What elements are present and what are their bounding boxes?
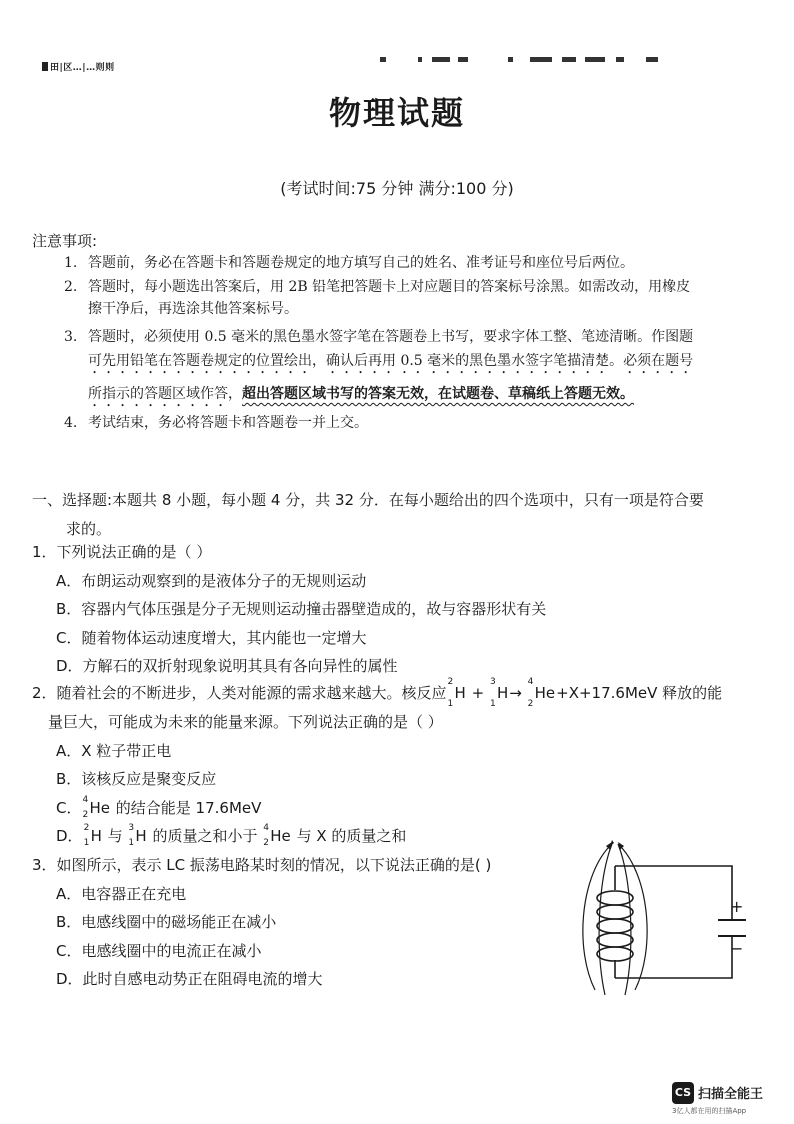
question-2-option-b: B．该核反应是聚变反应 <box>56 770 217 788</box>
watermark-tagline: 3亿人都在用的扫描App <box>672 1107 747 1115</box>
nuclide-he4: 4 2 He <box>263 823 291 848</box>
question-2-option-a: A．X 粒子带正电 <box>56 742 172 760</box>
nuclide-h3: 3 1 H <box>128 823 147 848</box>
note-item-3 <box>64 326 764 410</box>
scan-artifact-strip <box>380 57 660 63</box>
arrow-icon: → <box>509 684 522 702</box>
question-3-option-c: C．电感线圈中的电流正在减小 <box>56 942 262 960</box>
nuclide-h3: 3 1 H <box>489 677 509 709</box>
scanner-watermark <box>672 1080 782 1116</box>
field-arrows-icon <box>606 840 624 850</box>
nuclide-he4: 4 2 He <box>527 677 556 709</box>
question-3-option-d: D．此时自感电动势正在阻碍电流的增大 <box>56 970 323 988</box>
nuclide-h2: 2 1 H <box>447 677 466 709</box>
note-text-emphasis: 所指示的答题区域作答， <box>88 386 242 402</box>
note-text: 擦干净后，再选涂其他答案标号。 <box>88 301 298 317</box>
notes-title: 注意事项: <box>32 232 98 250</box>
nuclide-he4: 4 2 He <box>82 795 110 820</box>
question-1-option-c: C．随着物体运动速度增大，其内能也一定增大 <box>56 629 367 647</box>
note-number: 2. <box>64 279 78 295</box>
header-mark: 田|区…|…则则 <box>42 60 115 73</box>
question-3-option-a: A．电容器正在充电 <box>56 885 187 903</box>
note-item-1 <box>64 252 764 274</box>
question-1-option-d: D．方解石的双折射现象说明其具有各向异性的属性 <box>56 657 398 675</box>
question-3-stem: 3．如图所示，表示 LC 振荡电路某时刻的情况，以下说法正确的是( ) <box>32 856 492 874</box>
note-text: 答题时，必须使用 0.5 毫米的黑色墨水签字笔在答题卷上书写，要求字体工整、笔迹清晰。作图题 <box>88 329 694 345</box>
watermark-brand: 扫描全能王 <box>698 1087 764 1102</box>
exam-info: (考试时间:75 分钟 满分:100 分) <box>280 179 514 198</box>
question-2-option-d: D． 2 1 H 与 3 1 H 的质量之和小于 4 2 He 与 X 的质量之和 <box>56 823 407 848</box>
note-number: 1. <box>64 255 78 271</box>
question-1-option-a: A．布朗运动观察到的是液体分子的无规则运动 <box>56 572 367 590</box>
question-2-option-c: C． 4 2 He 的结合能是 17.6MeV <box>56 795 262 820</box>
inductor-coil <box>597 891 633 961</box>
question-3-option-b: B．电感线圈中的磁场能正在减小 <box>56 913 277 931</box>
capacitor-minus-label: − <box>730 939 744 958</box>
camscanner-logo-icon: CS <box>672 1082 694 1104</box>
note-text-emphasis: 可先用铅笔在答题卷规定的位置绘出，确认后再用 0.5 毫米的黑色墨水签字笔描清楚。必须在题号 <box>88 353 694 369</box>
nuclide-h2: 2 1 H <box>83 823 102 848</box>
note-number: 3. <box>64 329 78 345</box>
barcode-icon <box>42 62 48 71</box>
note-item-2 <box>64 276 764 320</box>
question-1-stem: 1．下列说法正确的是（ ） <box>32 543 212 561</box>
note-text: 考试结束，务必将答题卡和答题卷一并上交。 <box>88 415 368 431</box>
note-text: 答题前，务必在答题卡和答题卷规定的地方填写自己的姓名、准考证号和座位号后两位。 <box>88 255 634 271</box>
note-item-4 <box>64 412 764 434</box>
question-1-option-b: B．容器内气体压强是分子无规则运动撞击器壁造成的，故与容器形状有关 <box>56 600 547 618</box>
note-text-warning: 超出答题区域书写的答案无效，在试题卷、草稿纸上答题无效。 <box>242 386 634 402</box>
note-number: 4. <box>64 415 78 431</box>
capacitor-plus-label: + <box>730 897 744 916</box>
lc-circuit-diagram <box>570 840 750 1000</box>
page-title: 物理试题 <box>328 94 465 132</box>
question-2-stem: 2．随着社会的不断进步，人类对能源的需求越来越大。核反应 2 1 H + 3 1 H→ 4 2 He+X+17.6MeV 释放的能 量巨大，可能成为未来的能量来源。下列说法正确的是（ ） <box>32 677 723 731</box>
note-text: 答题时，每小题选出答案后，用 2B 铅笔把答题卡上对应题目的答案标号涂黑。如需改动，用橡皮 <box>88 279 691 295</box>
section-heading: 一、选择题:本题共 8 小题，每小题 4 分，共 32 分．在每小题给出的四个选项中，只有一项是符合要 求的。 <box>32 491 704 538</box>
